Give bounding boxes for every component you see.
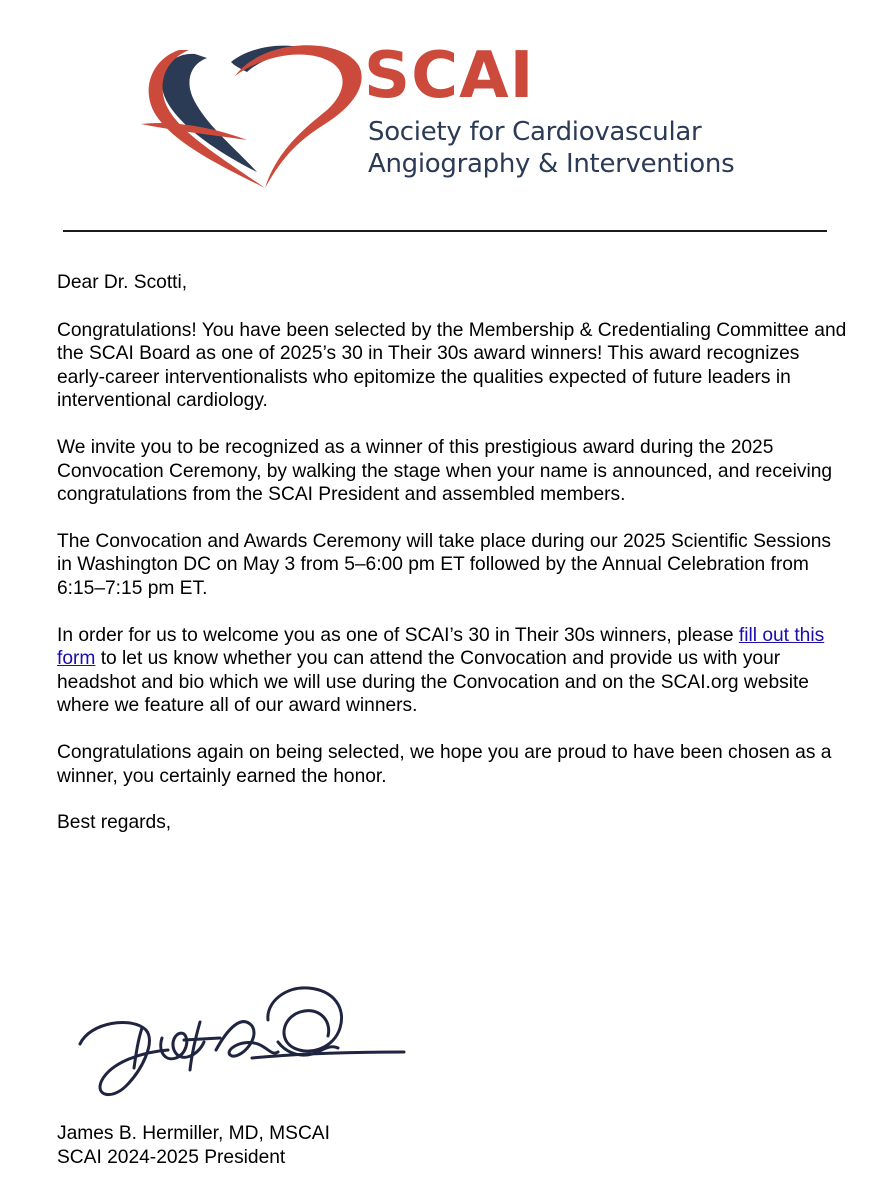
signer-block	[57, 1122, 330, 1169]
letterhead	[0, 0, 895, 230]
organization-name-line1: Society for Cardiovascular	[368, 117, 702, 147]
logo-acronym: SCAI	[364, 39, 535, 113]
form-request-text-after: to let us know whether you can attend the Convocation and provide us with your headshot and bio which we will use during the Convocation and on the SCAI.org website where we feature all of our award winners.	[57, 648, 809, 717]
heart-ribbon-icon	[135, 32, 370, 192]
salutation: Dear Dr. Scotti,	[57, 272, 188, 293]
signer-name: James B. Hermiller, MD, MSCAI	[57, 1123, 330, 1144]
closing: Best regards,	[57, 812, 172, 834]
letterhead-divider	[63, 230, 827, 232]
form-request-text-before: In order for us to welcome you as one of SCAI’s 30 in Their 30s winners, please	[57, 624, 739, 646]
letter-body	[57, 271, 847, 858]
fill-out-form-link[interactable]: fill out this form	[57, 624, 825, 670]
signature-image	[72, 978, 412, 1108]
paragraph-congratulations: Congratulations! You have been selected by the Membership & Credentialing Committee and the SCAI Board as one of 2025’s 30 in Their 30s award winners! This award recognizes early-career interventionalists who epitomize the qualities expected of future leaders in interventional cardiology.	[57, 319, 847, 412]
organization-name-line2: Angiography & Interventions	[368, 149, 735, 179]
paragraph-ceremony-details: The Convocation and Awards Ceremony will take place during our 2025 Scientific Sessions in Washington DC on May 3 from 5–6:00 pm ET followed by the Annual Celebration from 6:15–7:15 pm ET.	[57, 530, 831, 599]
paragraph-form-request	[57, 624, 847, 718]
signer-title: SCAI 2024-2025 President	[57, 1146, 286, 1168]
paragraph-invitation: We invite you to be recognized as a winner of this prestigious award during the 2025 Convocation Ceremony, by walking the stage when your name is announced, and receiving congratulations from the SCAI President and assembled members.	[57, 436, 833, 506]
organization-name	[368, 116, 734, 180]
paragraph-closing-congratulations: Congratulations again on being selected, we hope you are proud to have been chosen as a winner, you certainly earned the honor.	[57, 741, 832, 787]
